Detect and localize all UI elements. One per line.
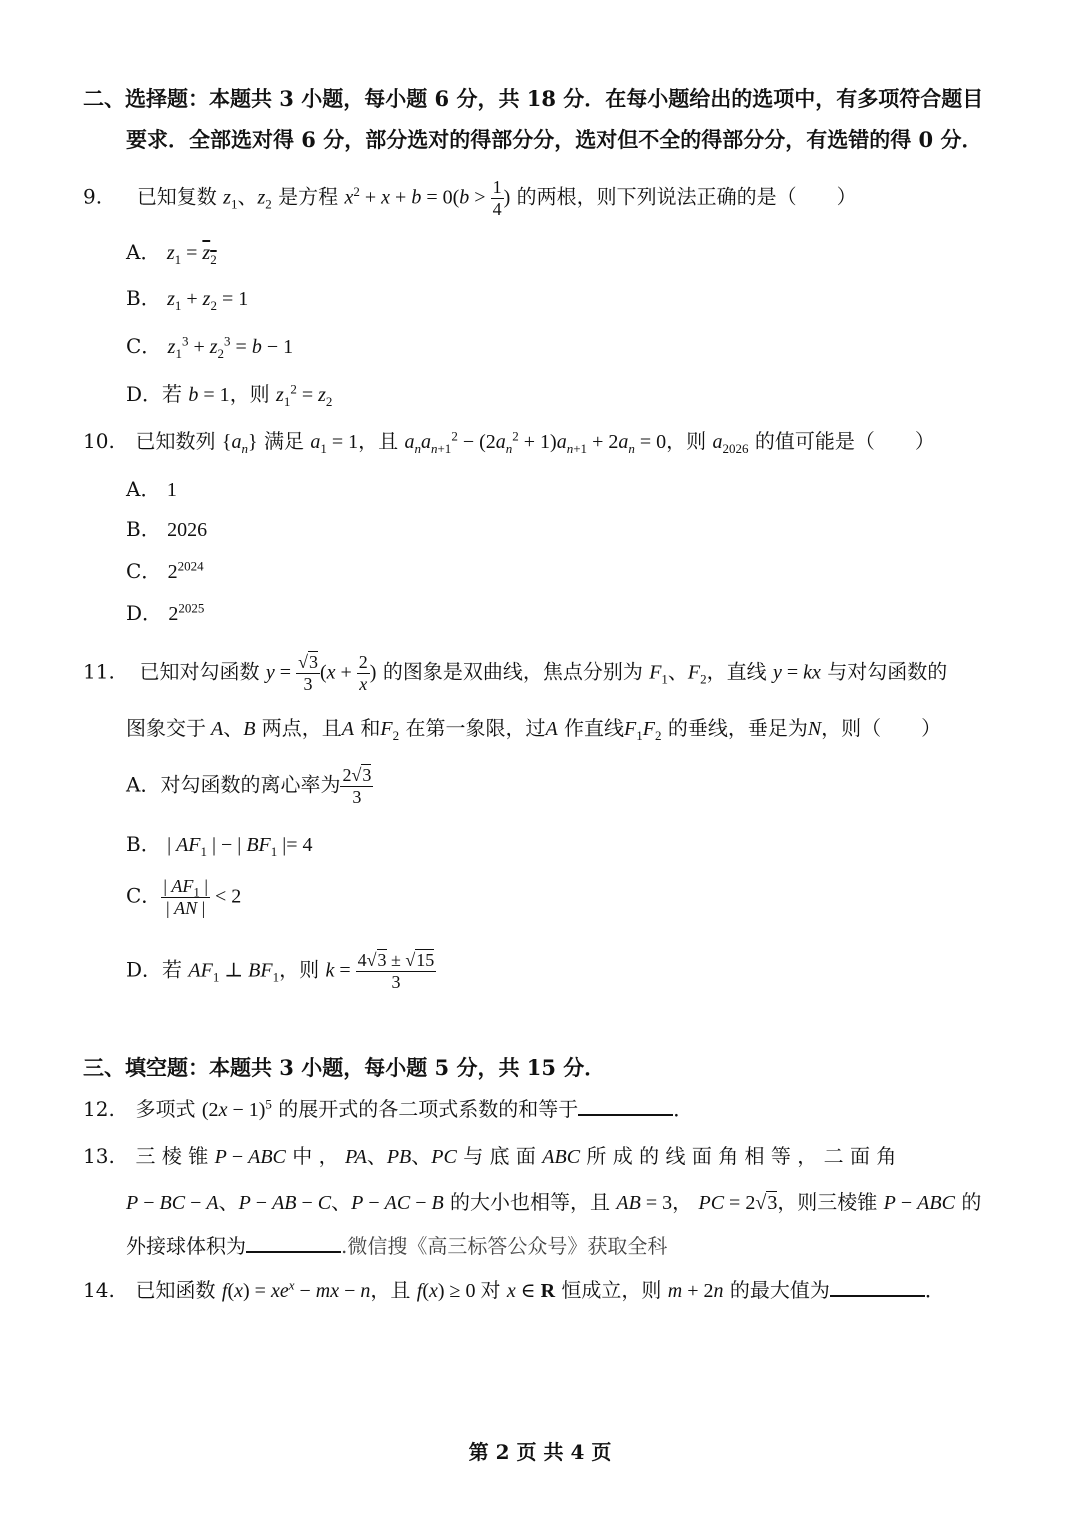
question-11-stem-line2: 图象交于 A、B 两点，且A 和$F_2$ 在第一象限，过A 作直线$F_1F_2$ 的垂线，垂足为N，则（ ） bbox=[126, 716, 942, 743]
question-11-option-d: D．若 $AF_1$ ⊥ $BF_1$，则 k = $\frac{4√3 \pm √15}{3}$ bbox=[126, 950, 435, 992]
answer-blank[interactable] bbox=[578, 1098, 673, 1116]
question-13-line1: 13. 三 棱 锥 P − ABC 中 ， PA、PB、PC 与 底 面 ABC 所 成 的 线 面 角 相 等 ， 二 面 角 bbox=[83, 1144, 897, 1168]
question-9-stem: 9. 已知复数 $z_1$、$z_2$ 是方程 $x^2 + x + b = 0(b$ > $\frac{1}{4}$ ) 的两根，则下列说法正确的是（ ） bbox=[83, 177, 857, 219]
question-11-stem-line1: 11. 已知对勾函数 y = $\frac{√3}{3}$ (x + $\frac{2}{x}$ ) 的图象是双曲线，焦点分别为 $F_1$、$F_2$，直线 y = kx 与对勾函数的 bbox=[83, 652, 948, 694]
question-9-option-b: B． $z_1 + z_2 = 1$ bbox=[126, 286, 249, 313]
fraction-sqrt3-over-3: $\frac{√3}{3}$ bbox=[298, 652, 318, 694]
question-10-option-c: C． $2^{2024}$ bbox=[126, 558, 204, 583]
question-number: 10. bbox=[83, 429, 115, 453]
section3-heading: 三、填空题：本题共 3 小题，每小题 5 分，共 15 分． bbox=[83, 1055, 606, 1080]
question-number: 13. bbox=[83, 1144, 115, 1168]
question-number: 11. bbox=[83, 659, 115, 684]
question-9-option-d: D．若 b = 1，则 $z_1^2 = z_2$ bbox=[126, 381, 333, 409]
question-11-option-a: A．对勾函数的离心率为 $\frac{2√3}{3}$ bbox=[126, 765, 372, 807]
section2-heading-line1: 二、选择题：本题共 3 小题，每小题 6 分，共 18 分．在每小题给出的选项中，有多项符合题目 bbox=[83, 86, 984, 111]
question-13-line2: P − BC − A、P − AB − C、P − AC − B 的大小也相等，且 AB = 3， PC = 2√3，则三棱锥 P − ABC 的 bbox=[126, 1190, 982, 1214]
answer-blank[interactable] bbox=[830, 1279, 925, 1297]
fraction-2-over-x: $\frac{2}{x}$ bbox=[358, 652, 368, 694]
question-12-stem: 12. 多项式 $(2x - 1)^5$ 的展开式的各二项式系数的和等于 ． bbox=[83, 1096, 694, 1121]
question-10-option-a: A． 1 bbox=[126, 477, 177, 501]
fraction-k-value: $\frac{4√3 \pm √15}{3}$ bbox=[357, 950, 435, 992]
watermark-text: .微信搜《高三标答公众号》获取全科 bbox=[341, 1234, 668, 1258]
question-number: 14. bbox=[83, 1278, 115, 1302]
fraction-af1-over-an: $\frac{| AF_1 |}{| AN |}$ bbox=[163, 876, 209, 918]
fraction-one-quarter: $\frac{1}{4}$ bbox=[492, 177, 502, 219]
question-9-option-a: A． $z_1 = z_2$ bbox=[126, 240, 217, 267]
question-13-line3: 外接球体积为 .微信搜《高三标答公众号》获取全科 bbox=[126, 1234, 668, 1258]
question-number: 12. bbox=[83, 1097, 115, 1121]
question-11-option-c: C． $\frac{| AF_1 |}{| AN |}$ < 2 bbox=[126, 876, 242, 918]
question-number: 9. bbox=[83, 184, 103, 209]
question-14-stem: 14. 已知函数 $f(x) = xe^x$ − mx − n，且 f(x) ≥ 0 对 x ∈ R 恒成立，则 m + 2n 的最大值为 ． bbox=[83, 1277, 945, 1302]
fraction-2sqrt3-over-3: $\frac{2√3}{3}$ bbox=[342, 765, 372, 807]
question-10-option-b: B． 2026 bbox=[126, 517, 208, 541]
page-footer: 第 2 页 共 4 页 bbox=[468, 1440, 612, 1464]
question-9-option-c: C． $z_1^3 + z_2^3 = b - 1$ bbox=[126, 333, 294, 361]
question-10-stem: 10. 已知数列 $\{a_n\}$ 满足 $a_1 = 1$，且 $a_na_{n+1}^2 - (2a_n^2 + 1)a_{n+1} + 2a_n = 0$，则 $a_{2026}$ 的值可能是（ ） bbox=[83, 428, 935, 456]
question-11-option-b: B． | $AF_1$ | − | $BF_1$ |= 4 bbox=[126, 832, 313, 859]
question-10-option-d: D． $2^{2025}$ bbox=[126, 600, 205, 625]
section2-heading-line2: 要求．全部选对得 6 分，部分选对的得部分分，选对但不全的得部分分，有选错的得 0 分． bbox=[126, 127, 983, 152]
answer-blank[interactable] bbox=[246, 1235, 341, 1253]
